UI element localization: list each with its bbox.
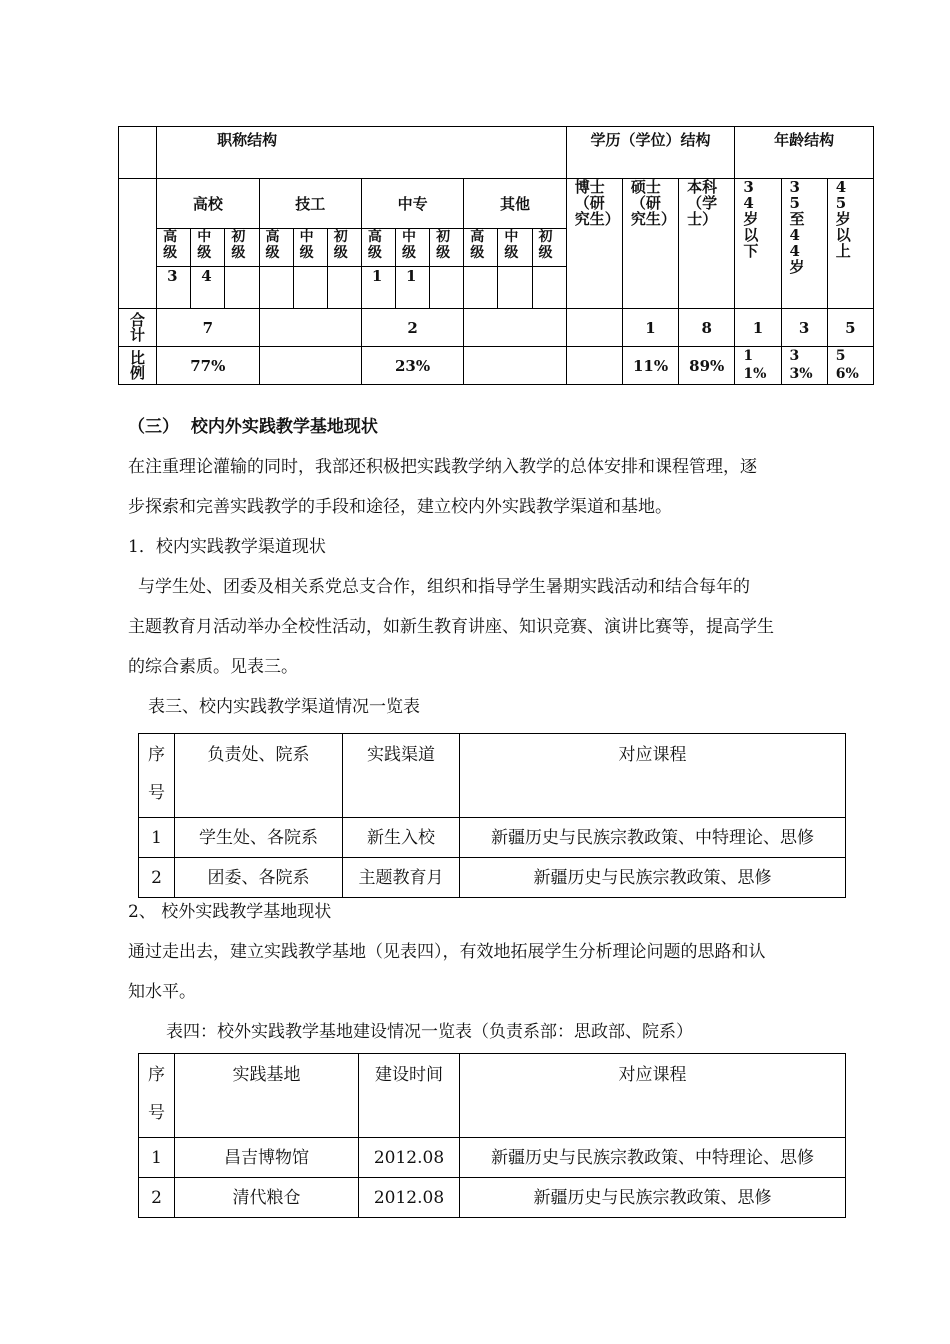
level-low: 初级 [225, 229, 259, 267]
level-low: 初级 [327, 229, 361, 267]
table4-cell: 1 [139, 1138, 175, 1178]
ratio-age1: 11% [735, 347, 781, 385]
table3-cell: 学生处、各院系 [175, 818, 343, 858]
subheading-internal: 1．校内实践教学渠道现状 [128, 537, 326, 557]
table3-cell: 2 [139, 858, 175, 898]
paragraph-external-line1: 通过走出去，建立实践教学基地（见表四），有效地拓展学生分析理论问题的思路和认 [128, 942, 766, 962]
paragraph-external-line2: 知水平。 [128, 982, 196, 1002]
ratio-age2: 33% [781, 347, 827, 385]
degree-master-header: 硕士（研究生） [622, 179, 678, 309]
level-mid: 中级 [396, 229, 430, 267]
level-mid: 中级 [498, 229, 532, 267]
ratio-age3: 56% [827, 347, 873, 385]
table3-caption: 表三、校内实践教学渠道情况一览表 [148, 697, 420, 717]
level-high: 高级 [464, 229, 498, 267]
total-age2: 3 [781, 309, 827, 347]
total-gaoxiao: 7 [157, 309, 259, 347]
ratio-zhongzhuan: 23% [361, 347, 463, 385]
group-qita: 其他 [464, 179, 566, 229]
total-bachelor: 8 [679, 309, 735, 347]
table3-cell: 1 [139, 818, 175, 858]
age-structure-header: 年龄结构 [735, 127, 874, 179]
group-zhongzhuan: 中专 [361, 179, 463, 229]
paragraph-intro-line1: 在注重理论灌输的同时，我部还积极把实践教学纳入教学的总体安排和课程管理，逐 [128, 457, 757, 477]
level-high: 高级 [157, 229, 191, 267]
paragraph-internal-line2: 主题教育月活动举办全校性活动，如新生教育讲座、知识竞赛、演讲比赛等，提高学生 [128, 617, 774, 637]
table4 [138, 1053, 846, 1218]
count-gaoxiao-mid: 4 [191, 267, 225, 309]
table4-cell: 新疆历史与民族宗教政策、思修 [460, 1178, 846, 1218]
table4-caption: 表四：校外实践教学基地建设情况一览表（负责系部：思政部、院系） [166, 1022, 693, 1042]
table4-cell: 2012.08 [359, 1178, 460, 1218]
group-jigong: 技工 [259, 179, 361, 229]
table3-cell: 新疆历史与民族宗教政策、中特理论、思修 [460, 818, 846, 858]
corner-cell [119, 127, 157, 179]
total-master: 1 [622, 309, 678, 347]
count-zhongzhuan-mid: 1 [396, 267, 430, 309]
count-gaoxiao-high: 3 [157, 267, 191, 309]
count-zhongzhuan-high: 1 [361, 267, 395, 309]
degree-bachelor-header: 本科（学士） [679, 179, 735, 309]
table3-header-channel: 实践渠道 [343, 734, 460, 818]
age-35to44-header: 35至44岁 [781, 179, 827, 309]
table3-cell: 新生入校 [343, 818, 460, 858]
level-mid: 中级 [191, 229, 225, 267]
table4-header-course: 对应课程 [460, 1054, 846, 1138]
total-age1: 1 [735, 309, 781, 347]
level-mid: 中级 [293, 229, 327, 267]
level-low: 初级 [532, 229, 566, 267]
level-high: 高级 [361, 229, 395, 267]
level-high: 高级 [259, 229, 293, 267]
table-row [139, 858, 846, 898]
degree-structure-header: 学历（学位）结构 [566, 127, 735, 179]
table3-header-course: 对应课程 [460, 734, 846, 818]
table3-cell: 主题教育月 [343, 858, 460, 898]
age-over45-header: 45岁以上 [827, 179, 873, 309]
paragraph-internal-line3: 的综合素质。见表三。 [128, 657, 298, 677]
table4-header-base: 实践基地 [175, 1054, 359, 1138]
table-row [139, 818, 846, 858]
table4-cell: 2 [139, 1178, 175, 1218]
table3-header-index: 序号 [139, 734, 175, 818]
staff-structure-table [118, 126, 874, 385]
table4-header-index: 序号 [139, 1054, 175, 1138]
table4-cell: 2012.08 [359, 1138, 460, 1178]
total-label: 合计 [119, 309, 157, 347]
table4-cell: 新疆历史与民族宗教政策、中特理论、思修 [460, 1138, 846, 1178]
table-row [139, 1178, 846, 1218]
title-structure-header: 职称结构 [157, 127, 567, 179]
table3-cell: 新疆历史与民族宗教政策、思修 [460, 858, 846, 898]
paragraph-intro-line2: 步探索和完善实践教学的手段和途径，建立校内外实践教学渠道和基地。 [128, 497, 672, 517]
table4-cell: 清代粮仓 [175, 1178, 359, 1218]
subheading-external: 2、 校外实践教学基地现状 [128, 902, 332, 922]
total-age3: 5 [827, 309, 873, 347]
level-low: 初级 [430, 229, 464, 267]
ratio-master: 11% [622, 347, 678, 385]
table4-header-date: 建设时间 [359, 1054, 460, 1138]
blank-cell [119, 179, 157, 309]
table4-cell: 昌吉博物馆 [175, 1138, 359, 1178]
table-row [139, 1138, 846, 1178]
table3-header-dept: 负责处、院系 [175, 734, 343, 818]
ratio-gaoxiao: 77% [157, 347, 259, 385]
group-gaoxiao: 高校 [157, 179, 259, 229]
table3 [138, 733, 846, 898]
total-zhongzhuan: 2 [361, 309, 463, 347]
age-under34-header: 34岁以下 [735, 179, 781, 309]
table3-cell: 团委、各院系 [175, 858, 343, 898]
section-heading: （三） 校内外实践教学基地现状 [128, 417, 378, 437]
paragraph-internal-line1: 与学生处、团委及相关系党总支合作，组织和指导学生暑期实践活动和结合每年的 [138, 577, 750, 597]
degree-phd-header: 博士（研究生） [566, 179, 622, 309]
ratio-label: 比例 [119, 347, 157, 385]
ratio-bachelor: 89% [679, 347, 735, 385]
